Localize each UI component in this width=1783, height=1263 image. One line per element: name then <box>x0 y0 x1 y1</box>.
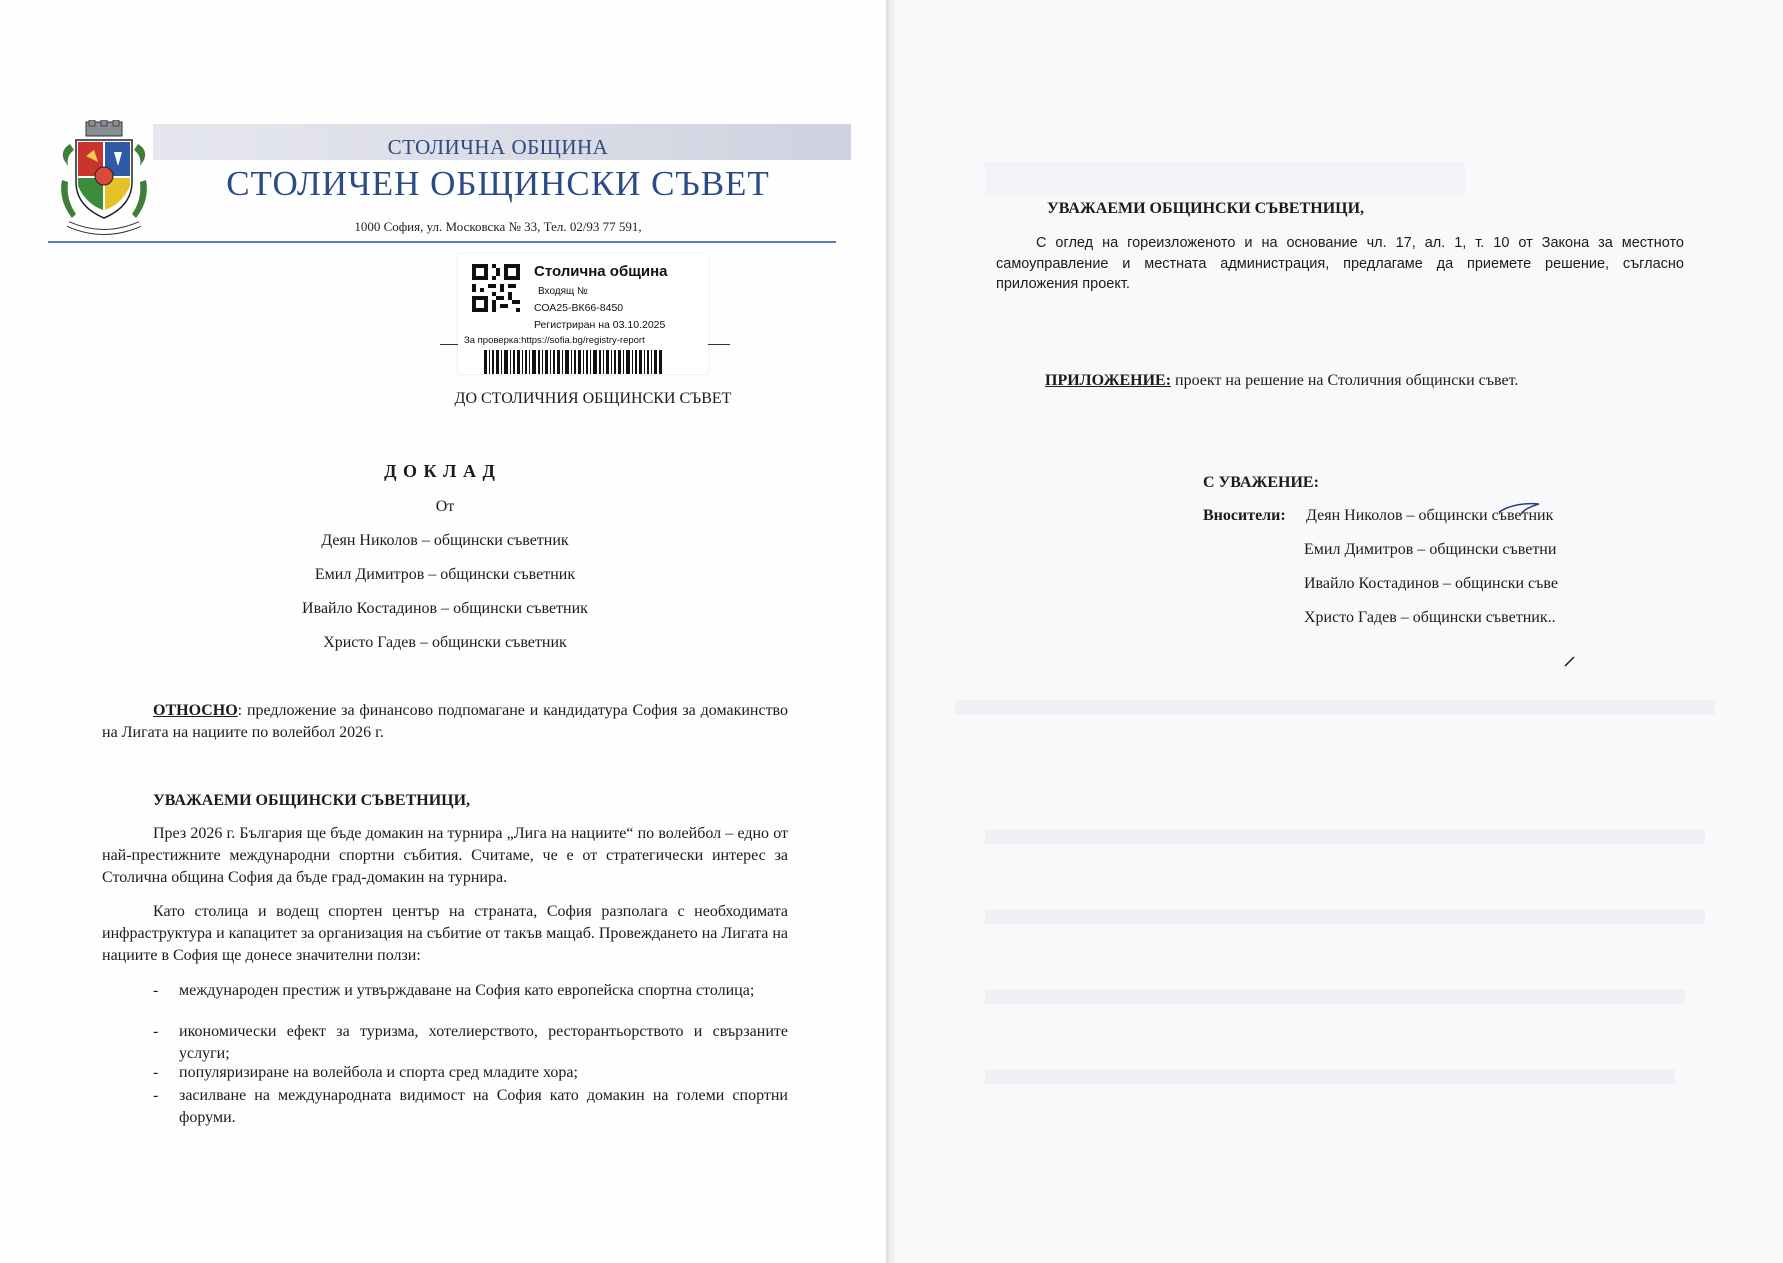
bleed-through-shape <box>985 830 1705 844</box>
header-divider <box>48 241 836 243</box>
subject-label: ОТНОСНО <box>153 702 238 719</box>
registration-stamp <box>458 254 708 374</box>
submitter-4: Христо Гадев – общински съветник.. <box>1304 609 1556 626</box>
stamp-incoming-label: Входящ № <box>538 286 588 297</box>
bleed-through-shape <box>985 162 1465 196</box>
paragraph-1: През 2026 г. България ще бъде домакин на турнира „Лига на нациите“ по волейбол – едно от най-престижните международни спортни събития. Считаме, че е от стратегически интерес за Столична община София да бъде град-домакин на турнира. <box>102 825 788 886</box>
left-page <box>0 0 888 1263</box>
stamp-dash-right <box>708 344 730 345</box>
qr-code-icon <box>472 264 520 312</box>
sofia-coat-of-arms <box>56 120 152 242</box>
bleed-through-shape <box>985 910 1705 924</box>
stamp-verify-url: За проверка:https://sofia.bg/registry-report <box>464 335 645 346</box>
paragraph-2: Като столица и водещ спортен център на страната, София разполага с необходимата инфраструктура и капацитет за организация на събитие от такъв мащаб. Провеждането на Лигата на нациите в София ще донесе значителни ползи: <box>102 903 788 964</box>
benefit-item: - засилване на международната видимост на София като домакин на големи спортни форуми. <box>179 1085 788 1129</box>
benefit-item: - популяризиране на волейбола и спорта сред младите хора; <box>179 1062 788 1084</box>
benefit-item: - икономически ефект за туризма, хотелиерството, ресторантьорството и свързаните услуги; <box>179 1021 788 1065</box>
author-1: Деян Николов – общински съветник <box>321 532 569 549</box>
stamp-registered-date: Регистриран на 03.10.2025 <box>534 319 666 331</box>
author-2: Емил Димитров – общински съветник <box>314 566 576 583</box>
greeting-right: УВАЖАЕМИ ОБЩИНСКИ СЪВЕТНИЦИ, <box>1047 200 1365 217</box>
benefit-item: - международен престиж и утвърждаване на София като европейска спортна столица; <box>179 980 788 1002</box>
barcode-icon <box>484 350 662 374</box>
from-label: От <box>435 498 455 515</box>
regards-label: С УВАЖЕНИЕ: <box>1203 474 1319 491</box>
appendix-line <box>1045 372 1518 390</box>
appendix-label: ПРИЛОЖЕНИЕ: <box>1045 372 1172 389</box>
submitter-2: Емил Димитров – общински съветни <box>1304 541 1557 558</box>
bleed-through-shape <box>985 990 1685 1004</box>
signature-tick <box>1563 654 1577 668</box>
stamp-number: СОА25-ВК66-8450 <box>534 302 624 314</box>
bleed-through-shape <box>985 1070 1675 1084</box>
subject-text: : предложение за финансово подпомагане и кандидатура София за домакинство на Лигата на нациите по волейбол 2026 г. <box>102 702 788 741</box>
org-name-small: СТОЛИЧНА ОБЩИНА <box>387 135 609 159</box>
signature-mark <box>1495 498 1555 518</box>
right-page <box>895 0 1783 1263</box>
document-title: Д О К Л А Д <box>384 461 496 481</box>
author-3: Ивайло Костадинов – общински съветник <box>302 600 588 617</box>
addressee: ДО СТОЛИЧНИЯ ОБЩИНСКИ СЪВЕТ <box>454 390 732 407</box>
submitter-3: Ивайло Костадинов – общински съве <box>1304 575 1558 592</box>
closing-paragraph: С оглед на гореизложеното и на основание чл. 17, ал. 1, т. 10 от Закона за местното самоуправление и местната администрация, предлагаме да приемете решение, съгласно приложения проект. <box>996 235 1684 292</box>
stamp-title: Столична община <box>534 263 668 280</box>
org-address: 1000 София, ул. Московска № 33, Тел. 02/93 77 591, <box>354 219 642 234</box>
org-name-big: СТОЛИЧЕН ОБЩИНСКИ СЪВЕТ <box>226 164 770 203</box>
greeting-left: УВАЖАЕМИ ОБЩИНСКИ СЪВЕТНИЦИ, <box>153 792 471 809</box>
subject-paragraph <box>102 700 788 744</box>
submitters-label: Вносители: <box>1203 507 1286 524</box>
stamp-dash-left <box>440 344 458 345</box>
submitter-1: Деян Николов – общински съветник <box>1306 507 1554 524</box>
bleed-through-shape <box>955 700 1715 714</box>
appendix-text: проект на решение на Столичния общински съвет. <box>1171 372 1519 389</box>
author-4: Христо Гадев – общински съветник <box>323 634 567 651</box>
